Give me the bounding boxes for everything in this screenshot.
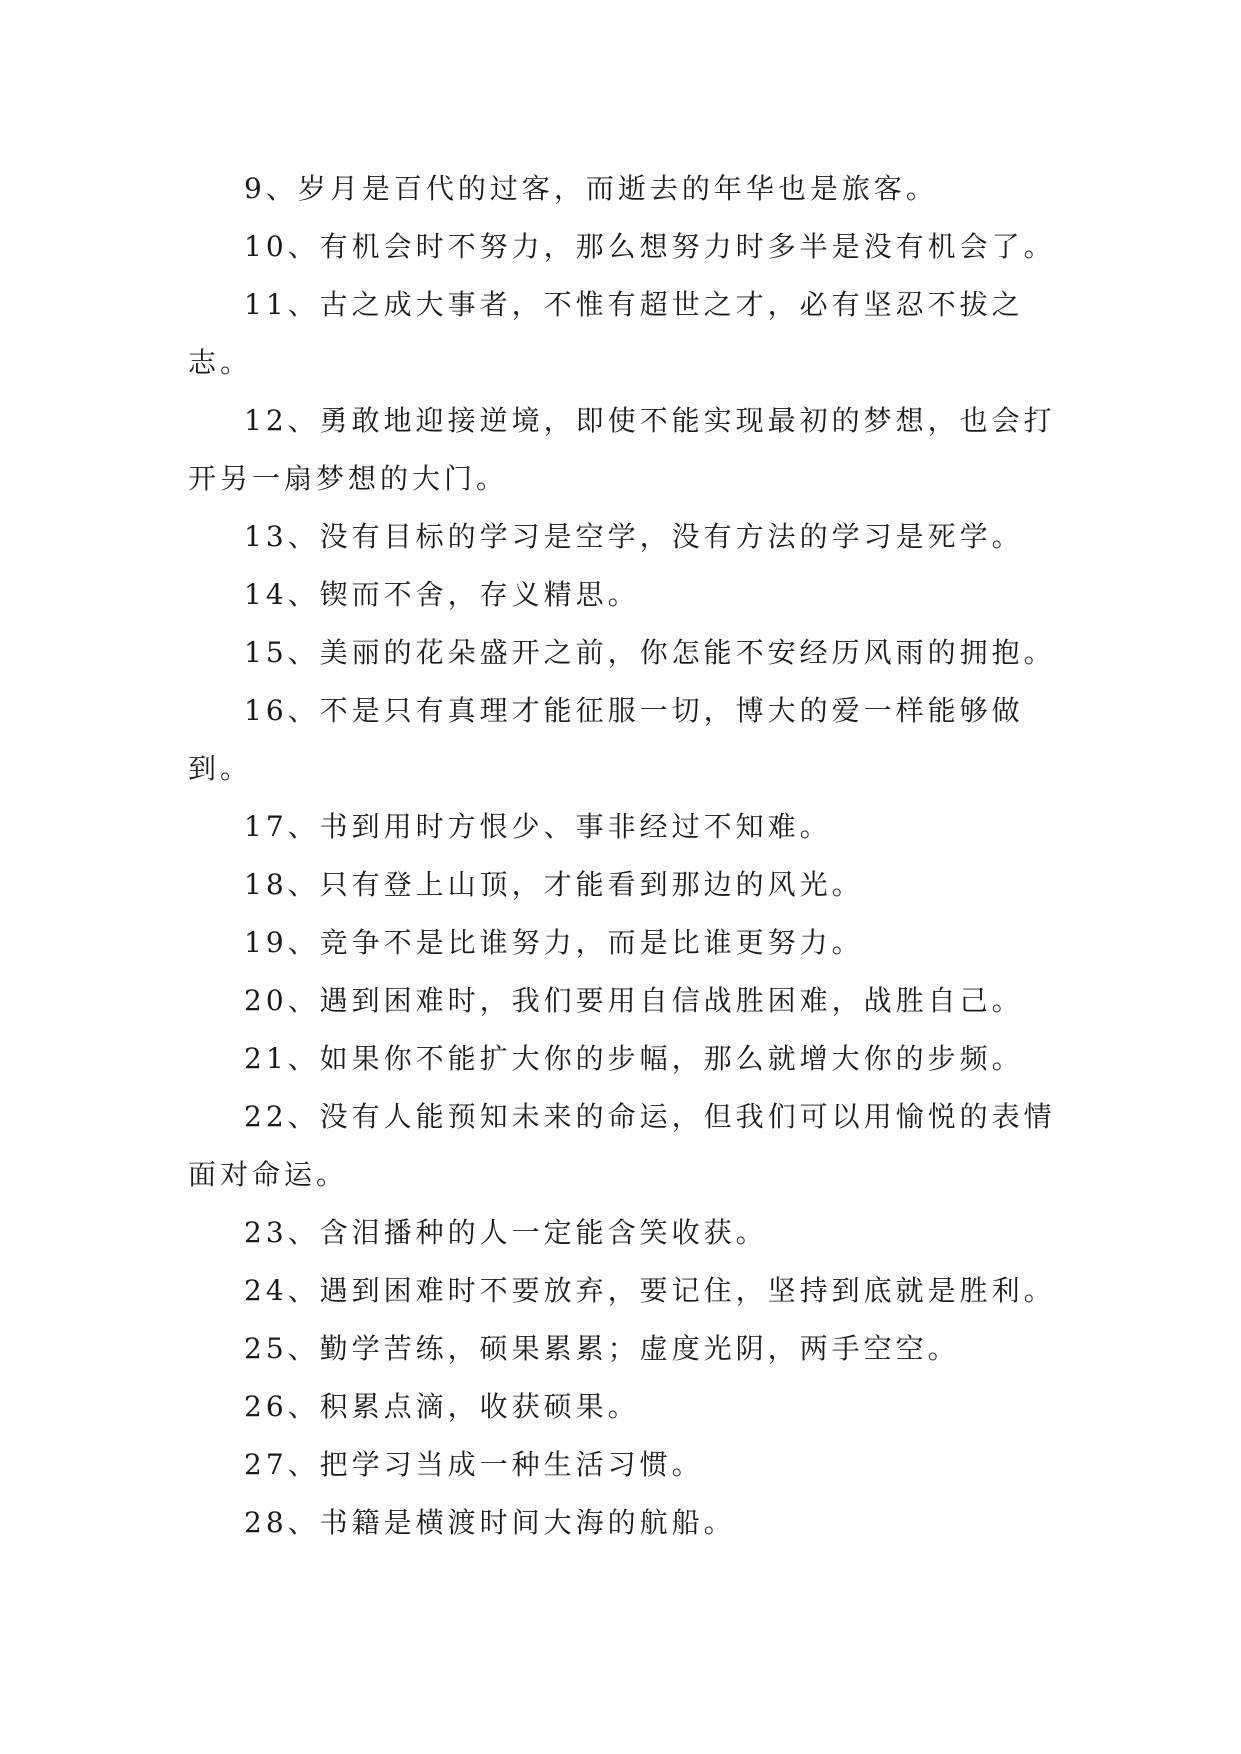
- quote-13: 13、没有目标的学习是空学，没有方法的学习是死学。: [244, 520, 1024, 553]
- quote-18: 18、只有登上山顶，才能看到那边的风光。: [244, 868, 864, 901]
- quote-23: 23、含泪播种的人一定能含笑收获。: [244, 1216, 768, 1249]
- quote-28: 28、书籍是横渡时间大海的航船。: [244, 1506, 736, 1539]
- quote-27: 27、把学习当成一种生活习惯。: [244, 1448, 704, 1481]
- quote-10: 10、有机会时不努力，那么想努力时多半是没有机会了。: [244, 230, 1056, 263]
- quote-9: 9、岁月是百代的过客，而逝去的年华也是旅客。: [244, 172, 938, 205]
- document-body: [188, 160, 1068, 1552]
- quote-14: 14、锲而不舍，存义精思。: [244, 578, 640, 611]
- quote-21: 21、如果你不能扩大你的步幅，那么就增大你的步频。: [244, 1042, 1024, 1075]
- quote-25: 25、勤学苦练，硕果累累；虚度光阴，两手空空。: [244, 1332, 960, 1365]
- quote-19: 19、竞争不是比谁努力，而是比谁更努力。: [244, 926, 864, 959]
- quote-16: 16、不是只有真理才能征服一切，博大的爱一样能够做到。: [188, 694, 1024, 785]
- quote-24: 24、遇到困难时不要放弃，要记住，坚持到底就是胜利。: [244, 1274, 1056, 1307]
- quote-26: 26、积累点滴，收获硕果。: [244, 1390, 640, 1423]
- quote-11: 11、古之成大事者，不惟有超世之才，必有坚忍不拔之志。: [188, 288, 1024, 379]
- quote-20: 20、遇到困难时，我们要用自信战胜困难，战胜自己。: [244, 984, 1024, 1017]
- quote-22: 22、没有人能预知未来的命运，但我们可以用愉悦的表情面对命运。: [188, 1100, 1056, 1191]
- quote-17: 17、书到用时方恨少、事非经过不知难。: [244, 810, 832, 843]
- quote-12: 12、勇敢地迎接逆境，即使不能实现最初的梦想，也会打开另一扇梦想的大门。: [188, 404, 1056, 495]
- quote-15: 15、美丽的花朵盛开之前，你怎能不安经历风雨的拥抱。: [244, 636, 1056, 669]
